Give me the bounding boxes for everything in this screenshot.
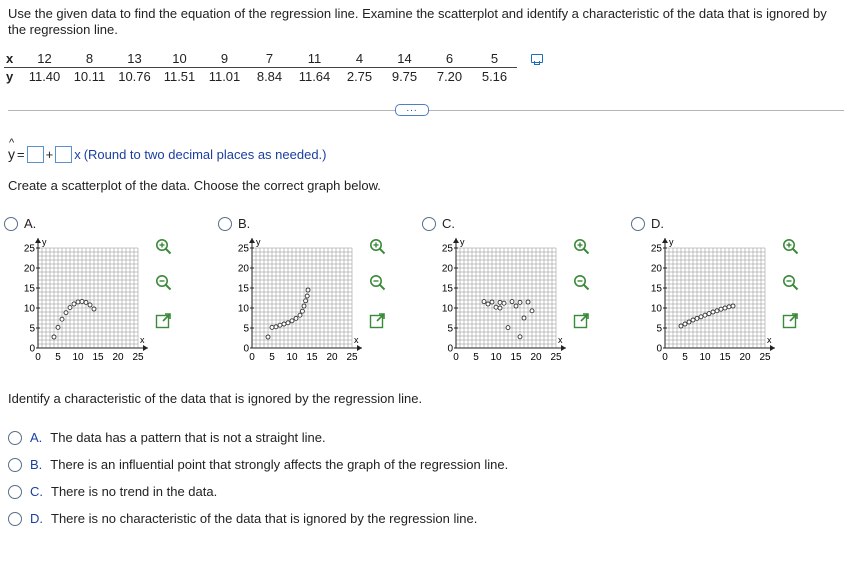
radio-button[interactable] bbox=[8, 431, 22, 445]
data-point bbox=[68, 306, 72, 310]
zoom-in-icon[interactable] bbox=[782, 238, 799, 255]
x-tick-label: 15 bbox=[306, 352, 318, 363]
data-point bbox=[731, 304, 735, 308]
data-point bbox=[703, 313, 707, 317]
answer-option-d[interactable] bbox=[8, 511, 477, 526]
x-tick-label: 5 bbox=[473, 352, 479, 363]
x-axis-label: x bbox=[354, 335, 359, 345]
x-cell: 8 bbox=[67, 50, 112, 68]
data-point bbox=[494, 305, 498, 309]
x-cell: 13 bbox=[112, 50, 157, 68]
x-tick-label: 15 bbox=[92, 352, 104, 363]
data-point bbox=[92, 307, 96, 311]
equals-sign: = bbox=[17, 146, 25, 162]
y-tick-label: 0 bbox=[447, 343, 453, 355]
data-point bbox=[707, 312, 711, 316]
data-point bbox=[687, 320, 691, 324]
x-tick-label: 25 bbox=[346, 352, 358, 363]
y-axis-label: y bbox=[669, 238, 674, 247]
data-point bbox=[80, 299, 84, 303]
y-axis-arrow-icon bbox=[453, 238, 459, 243]
graph-option-a[interactable] bbox=[4, 216, 36, 231]
scatterplot-c bbox=[422, 238, 572, 368]
graph-option-b[interactable] bbox=[218, 216, 250, 231]
y-tick-label: 25 bbox=[237, 243, 249, 255]
y-axis-label: y bbox=[256, 238, 261, 247]
x-variable: x bbox=[74, 146, 81, 162]
radio-button[interactable] bbox=[8, 512, 22, 526]
radio-button[interactable] bbox=[4, 217, 18, 231]
radio-button[interactable] bbox=[422, 217, 436, 231]
y-axis-arrow-icon bbox=[662, 238, 668, 243]
y-axis-arrow-icon bbox=[249, 238, 255, 243]
data-point bbox=[486, 302, 490, 306]
x-tick-label: 10 bbox=[490, 352, 502, 363]
answer-letter: D. bbox=[30, 511, 43, 526]
zoom-out-icon[interactable] bbox=[573, 274, 590, 291]
y-cell: 8.84 bbox=[256, 69, 283, 84]
x-tick-label: 0 bbox=[453, 352, 459, 363]
plus-sign: + bbox=[45, 146, 54, 162]
data-point bbox=[270, 325, 274, 329]
y-tick-label: 25 bbox=[23, 243, 35, 255]
answer-option-b[interactable] bbox=[8, 457, 508, 472]
y-tick-label: 25 bbox=[650, 243, 662, 255]
y-hat-symbol: ^ y bbox=[8, 146, 15, 162]
data-point bbox=[60, 317, 64, 321]
scatterplot-d bbox=[631, 238, 781, 368]
data-point bbox=[518, 300, 522, 304]
y-tick-label: 5 bbox=[656, 323, 662, 335]
data-point bbox=[305, 294, 309, 298]
data-point bbox=[290, 319, 294, 323]
answer-letter: A. bbox=[30, 430, 43, 445]
data-point bbox=[715, 309, 719, 313]
answer-text: There is no trend in the data. bbox=[51, 484, 218, 499]
data-point bbox=[510, 300, 514, 304]
radio-button[interactable] bbox=[218, 217, 232, 231]
data-point bbox=[278, 323, 282, 327]
x-tick-label: 0 bbox=[249, 352, 255, 363]
x-axis-arrow-icon bbox=[143, 345, 148, 351]
y-tick-label: 5 bbox=[243, 323, 249, 335]
x-axis-arrow-icon bbox=[561, 345, 566, 351]
data-point bbox=[518, 335, 522, 339]
answer-text: There is an influential point that strongly affects the graph of the regression line. bbox=[50, 457, 509, 472]
characteristic-question: Identify a characteristic of the data that is ignored by the regression line. bbox=[8, 391, 423, 406]
x-tick-label: 25 bbox=[132, 352, 144, 363]
x-tick-label: 20 bbox=[326, 352, 338, 363]
data-point bbox=[266, 335, 270, 339]
answer-text: There is no characteristic of the data that is ignored by the regression line. bbox=[51, 511, 478, 526]
y-cell: 11.51 bbox=[163, 69, 196, 84]
x-axis-arrow-icon bbox=[357, 345, 362, 351]
y-tick-label: 5 bbox=[447, 323, 453, 335]
data-point bbox=[72, 302, 76, 306]
radio-button[interactable] bbox=[8, 458, 22, 472]
scatterplot-b bbox=[218, 238, 368, 368]
y-header: y bbox=[6, 69, 14, 84]
x-tick-label: 10 bbox=[72, 352, 84, 363]
y-tick-label: 5 bbox=[29, 323, 35, 335]
data-table bbox=[4, 50, 517, 85]
y-tick-label: 20 bbox=[237, 263, 249, 275]
data-point bbox=[683, 322, 687, 326]
y-cell: 11.01 bbox=[208, 69, 241, 84]
answer-option-a[interactable] bbox=[8, 430, 326, 445]
y-tick-label: 15 bbox=[237, 283, 249, 295]
x-cell: 10 bbox=[157, 50, 202, 68]
y-tick-label: 20 bbox=[441, 263, 453, 275]
data-point bbox=[84, 300, 88, 304]
answer-option-c[interactable] bbox=[8, 484, 217, 499]
x-cell: 14 bbox=[382, 50, 427, 68]
x-tick-label: 5 bbox=[55, 352, 61, 363]
y-tick-label: 20 bbox=[23, 263, 35, 275]
y-tick-label: 0 bbox=[243, 343, 249, 355]
graph-option-d[interactable] bbox=[631, 216, 664, 231]
x-tick-label: 10 bbox=[699, 352, 711, 363]
y-tick-label: 0 bbox=[29, 343, 35, 355]
data-point bbox=[282, 322, 286, 326]
y-cell: 10.76 bbox=[118, 69, 151, 84]
data-point bbox=[679, 324, 683, 328]
data-point bbox=[306, 288, 310, 292]
data-point bbox=[286, 321, 290, 325]
y-cell: 11.64 bbox=[298, 69, 331, 84]
x-tick-label: 0 bbox=[35, 352, 41, 363]
y-cell: 2.75 bbox=[346, 69, 373, 84]
data-point bbox=[695, 316, 699, 320]
y-tick-label: 10 bbox=[237, 303, 249, 315]
data-point bbox=[274, 325, 278, 329]
x-axis-label: x bbox=[767, 335, 772, 345]
answer-letter: C. bbox=[30, 484, 43, 499]
zoom-out-icon[interactable] bbox=[369, 274, 386, 291]
x-tick-label: 5 bbox=[682, 352, 688, 363]
zoom-out-icon[interactable] bbox=[155, 274, 172, 291]
equation-line bbox=[8, 145, 327, 163]
y-cell: 7.20 bbox=[436, 69, 463, 84]
slope-input[interactable] bbox=[55, 146, 72, 163]
zoom-out-icon[interactable] bbox=[782, 274, 799, 291]
x-tick-label: 25 bbox=[550, 352, 562, 363]
data-point bbox=[691, 318, 695, 322]
radio-button[interactable] bbox=[8, 485, 22, 499]
y-tick-label: 15 bbox=[23, 283, 35, 295]
data-point bbox=[502, 301, 506, 305]
graph-option-label: B. bbox=[238, 216, 251, 231]
y-tick-label: 0 bbox=[656, 343, 662, 355]
data-point bbox=[514, 304, 518, 308]
radio-button[interactable] bbox=[631, 217, 645, 231]
x-axis-label: x bbox=[558, 335, 563, 345]
x-tick-label: 15 bbox=[510, 352, 522, 363]
graph-option-label: D. bbox=[651, 216, 664, 231]
x-cell: 9 bbox=[202, 50, 247, 68]
expand-graph-icon[interactable] bbox=[155, 312, 172, 329]
data-point bbox=[88, 303, 92, 307]
data-point bbox=[56, 325, 60, 329]
intercept-input[interactable] bbox=[27, 146, 44, 163]
data-point bbox=[711, 310, 715, 314]
scatterplot-a bbox=[4, 238, 154, 368]
x-tick-label: 20 bbox=[530, 352, 542, 363]
data-point bbox=[719, 307, 723, 311]
y-tick-label: 15 bbox=[650, 283, 662, 295]
y-cell: 10.11 bbox=[73, 69, 106, 84]
answer-letter: B. bbox=[30, 457, 43, 472]
x-tick-label: 5 bbox=[269, 352, 275, 363]
y-tick-label: 25 bbox=[441, 243, 453, 255]
zoom-in-icon[interactable] bbox=[155, 238, 172, 255]
graph-option-label: A. bbox=[24, 216, 37, 231]
y-tick-label: 20 bbox=[650, 263, 662, 275]
x-cell: 7 bbox=[247, 50, 292, 68]
x-tick-label: 20 bbox=[739, 352, 751, 363]
y-axis-label: y bbox=[460, 238, 465, 247]
x-cell: 5 bbox=[472, 50, 517, 68]
expand-graph-icon[interactable] bbox=[782, 312, 799, 329]
data-point bbox=[482, 300, 486, 304]
data-point bbox=[52, 335, 56, 339]
data-point bbox=[522, 316, 526, 320]
y-tick-label: 10 bbox=[441, 303, 453, 315]
expand-graph-icon[interactable] bbox=[369, 312, 386, 329]
y-cell: 9.75 bbox=[391, 69, 418, 84]
graph-option-label: C. bbox=[442, 216, 455, 231]
graph-option-c[interactable] bbox=[422, 216, 455, 231]
x-cell: 6 bbox=[427, 50, 472, 68]
y-tick-label: 10 bbox=[650, 303, 662, 315]
data-point bbox=[302, 304, 306, 308]
data-point bbox=[506, 326, 510, 330]
x-cell: 4 bbox=[337, 50, 382, 68]
answer-text: The data has a pattern that is not a straight line. bbox=[50, 430, 326, 445]
x-tick-label: 20 bbox=[112, 352, 124, 363]
data-point bbox=[298, 313, 302, 317]
data-point bbox=[304, 299, 308, 303]
data-point bbox=[723, 306, 727, 310]
x-axis-label: x bbox=[140, 335, 145, 345]
data-point bbox=[498, 300, 502, 304]
expand-more-button[interactable]: ... bbox=[395, 104, 429, 116]
data-point bbox=[64, 311, 68, 315]
x-tick-label: 10 bbox=[286, 352, 298, 363]
copy-table-icon[interactable] bbox=[531, 54, 543, 63]
create-scatterplot-prompt: Create a scatterplot of the data. Choose the correct graph below. bbox=[8, 178, 381, 193]
y-cell: 11.40 bbox=[28, 69, 61, 84]
y-tick-label: 15 bbox=[441, 283, 453, 295]
data-point bbox=[294, 316, 298, 320]
data-point bbox=[727, 305, 731, 309]
zoom-in-icon[interactable] bbox=[573, 238, 590, 255]
data-point bbox=[699, 315, 703, 319]
question-instructions: Use the given data to find the equation of the regression line. Examine the scatterplot and identify a characteristic of the data that is ignored by the regression line. bbox=[8, 6, 827, 37]
x-header: x bbox=[4, 50, 22, 68]
data-point bbox=[490, 300, 494, 304]
x-cell: 11 bbox=[292, 50, 337, 68]
x-tick-label: 15 bbox=[719, 352, 731, 363]
y-tick-label: 10 bbox=[23, 303, 35, 315]
x-tick-label: 0 bbox=[662, 352, 668, 363]
x-cell: 12 bbox=[22, 50, 67, 68]
data-point bbox=[526, 300, 530, 304]
data-point bbox=[530, 309, 534, 313]
expand-graph-icon[interactable] bbox=[573, 312, 590, 329]
rounding-hint: (Round to two decimal places as needed.) bbox=[83, 146, 327, 162]
zoom-in-icon[interactable] bbox=[369, 238, 386, 255]
data-point bbox=[76, 300, 80, 304]
y-axis-arrow-icon bbox=[35, 238, 41, 243]
x-tick-label: 25 bbox=[759, 352, 771, 363]
y-axis-label: y bbox=[42, 238, 47, 247]
y-cell: 5.16 bbox=[481, 69, 508, 84]
data-point bbox=[498, 306, 502, 310]
data-point bbox=[300, 309, 304, 313]
x-axis-arrow-icon bbox=[770, 345, 775, 351]
